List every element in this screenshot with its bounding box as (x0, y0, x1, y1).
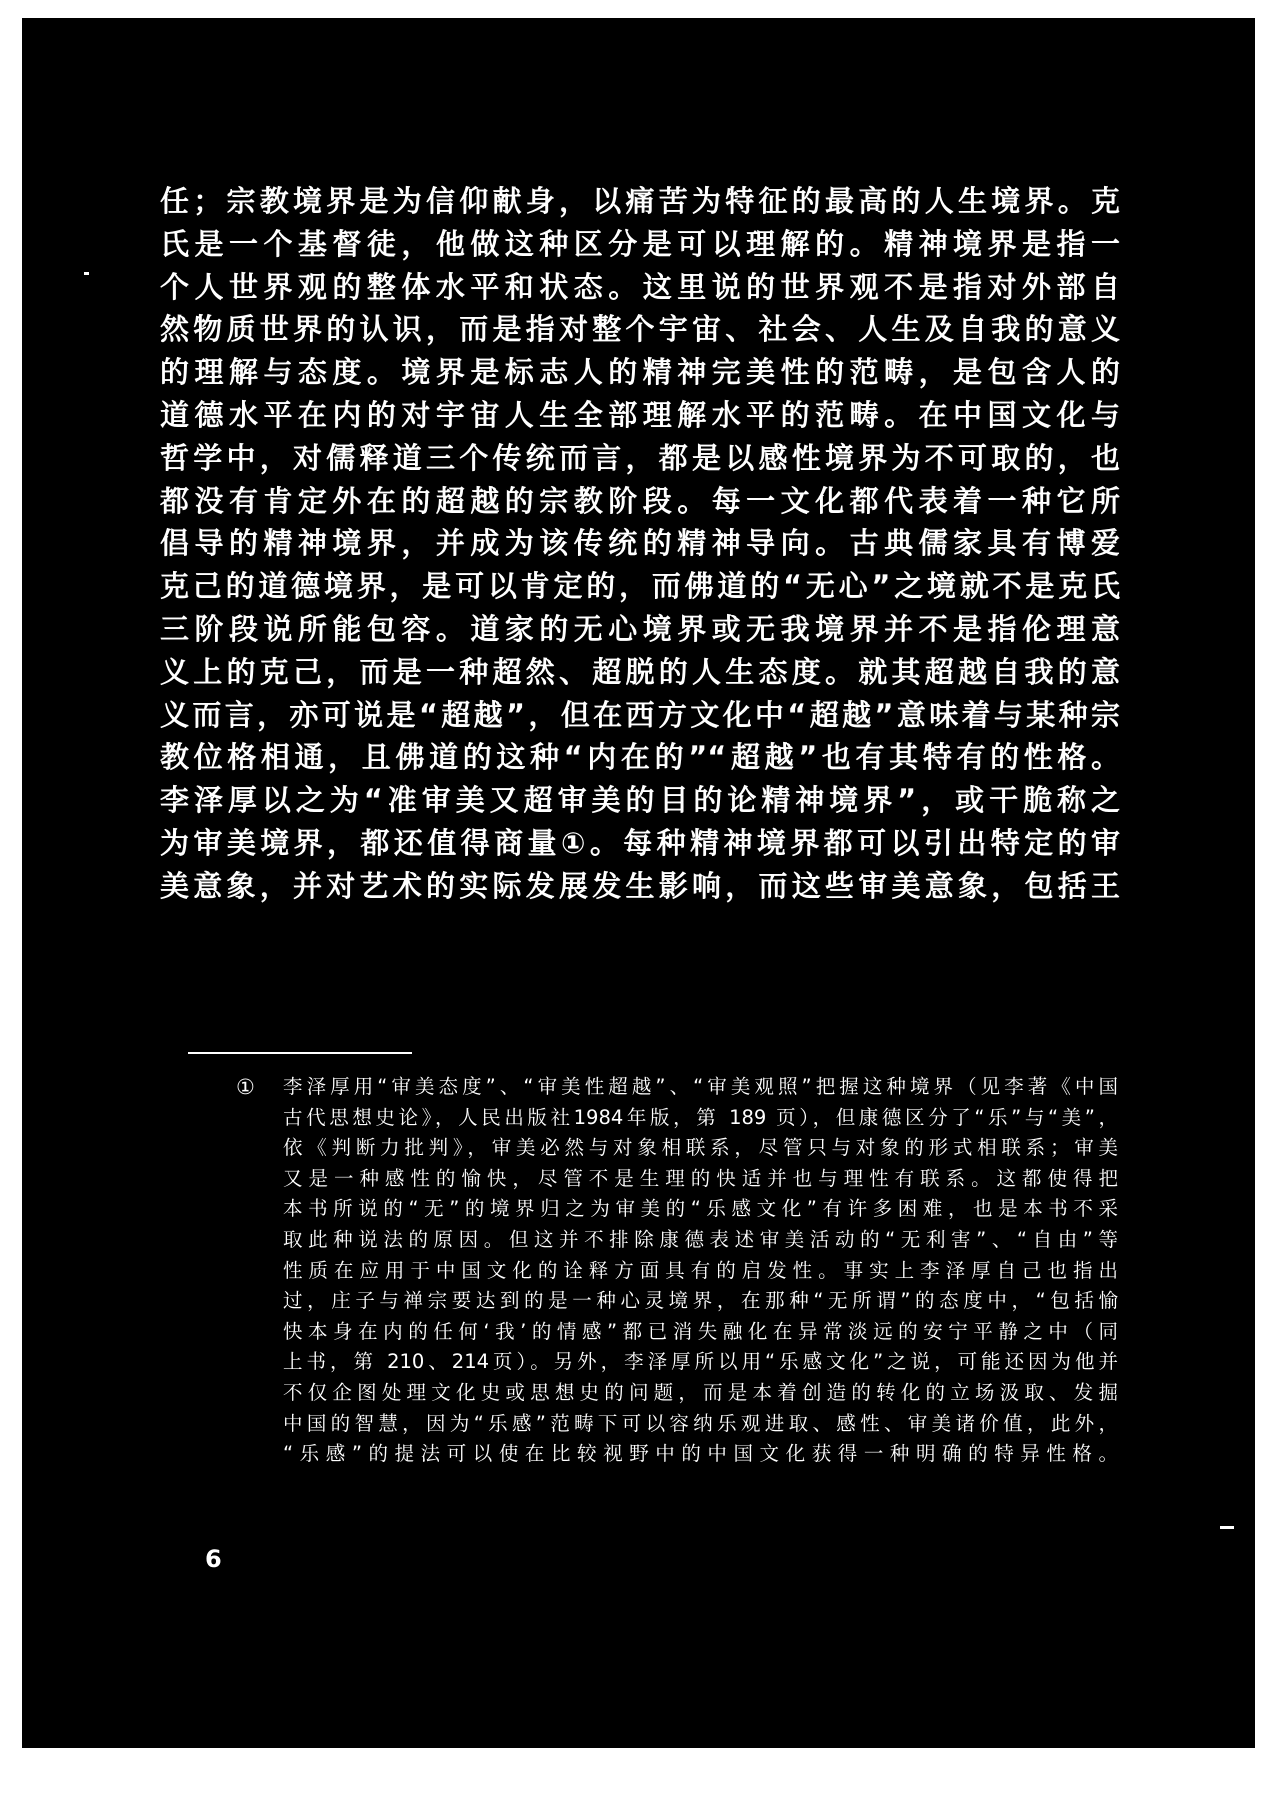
footnote-line: 依《判断力批判》，审美必然与对象相联系，尽管只与对象的形式相联系；审美 (283, 1136, 1118, 1160)
body-line: 然物质世界的认识，而是指对整个宇宙、社会、人生及自我的意义 (160, 312, 1120, 347)
footnote-line: 本书所说的“无”的境界归之为审美的“乐感文化”有许多困难，也是本书不采 (283, 1197, 1118, 1221)
body-line: 美意象，并对艺术的实际发展发生影响，而这些审美意象，包括王 (160, 868, 1120, 903)
body-text (160, 180, 1120, 908)
scan-speck (1220, 1526, 1234, 1529)
footnote-line: 不仅企图处理文化史或思想史的问题，而是本着创造的转化的立场汲取、发掘 (283, 1380, 1118, 1404)
body-line: 李泽厚以之为“准审美又超审美的目的论精神境界”，或干脆称之 (160, 783, 1120, 818)
footnote-line: 取此种说法的原因。但这并不排除康德表述审美活动的“无利害”、“自由”等 (283, 1227, 1118, 1251)
body-line: 义上的克己，而是一种超然、超脱的人生态度。就其超越自我的意 (160, 654, 1120, 689)
body-line: 教位格相通，且佛道的这种“内在的”“超越”也有其特有的性格。 (160, 740, 1120, 775)
footnote-separator (188, 1052, 412, 1054)
footnote-line: 快本身在内的任何‘我’的情感”都已消失融化在异常淡远的安宁平静之中（同 (283, 1319, 1118, 1343)
body-line: 的理解与态度。境界是标志人的精神完美性的范畴，是包含人的 (160, 355, 1120, 390)
body-line: 道德水平在内的对宇宙人生全部理解水平的范畴。在中国文化与 (160, 397, 1120, 432)
body-line: 义而言，亦可说是“超越”，但在西方文化中“超越”意味着与某种宗 (160, 697, 1120, 732)
footnote-text (283, 1072, 1118, 1470)
scan-speck (84, 272, 89, 275)
body-line: 为审美境界，都还值得商量①。每种精神境界都可以引出特定的审 (160, 825, 1120, 860)
footnote-line: 又是一种感性的愉快，尽管不是生理的快适并也与理性有联系。这都使得把 (283, 1166, 1118, 1190)
body-line: 倡导的精神境界，并成为该传统的精神导向。古典儒家具有博爱 (160, 526, 1120, 561)
body-line: 氏是一个基督徒，他做这种区分是可以理解的。精神境界是指一 (160, 226, 1120, 261)
footnote-line: 性质在应用于中国文化的诠释方面具有的启发性。事实上李泽厚自己也指出 (283, 1258, 1118, 1282)
footnote-line: 中国的智慧，因为“乐感”范畴下可以容纳乐观进取、感性、审美诸价值，此外， (283, 1411, 1118, 1435)
footnote-line: 过，庄子与禅宗要达到的是一种心灵境界，在那种“无所谓”的态度中，“包括愉 (283, 1289, 1118, 1313)
footnote-line: 李泽厚用“审美态度”、“审美性超越”、“审美观照”把握这种境界（见李著《中国 (283, 1075, 1118, 1098)
footnote-marker: ① (236, 1075, 255, 1099)
page-number: 6 (205, 1545, 222, 1573)
footnote-line: 古代思想史论》，人民出版社1984年版，第 189 页），但康德区分了“乐”与“美”， (283, 1105, 1118, 1129)
body-line: 三阶段说所能包容。道家的无心境界或无我境界并不是指伦理意 (160, 611, 1120, 646)
body-line: 都没有肯定外在的超越的宗教阶段。每一文化都代表着一种它所 (160, 483, 1120, 518)
body-line: 哲学中，对儒释道三个传统而言，都是以感性境界为不可取的，也 (160, 440, 1120, 475)
body-line: 克己的道德境界，是可以肯定的，而佛道的“无心”之境就不是克氏 (160, 569, 1120, 604)
body-line: 个人世界观的整体水平和状态。这里说的世界观不是指对外部自 (160, 269, 1120, 304)
footnote-line: “乐感”的提法可以使在比较视野中的中国文化获得一种明确的特异性格。 (283, 1442, 1118, 1466)
body-line: 任；宗教境界是为信仰献身，以痛苦为特征的最高的人生境界。克 (160, 184, 1120, 218)
footnote-line: 上书，第 210、214页）。另外，李泽厚所以用“乐感文化”之说，可能还因为他并 (283, 1350, 1118, 1374)
